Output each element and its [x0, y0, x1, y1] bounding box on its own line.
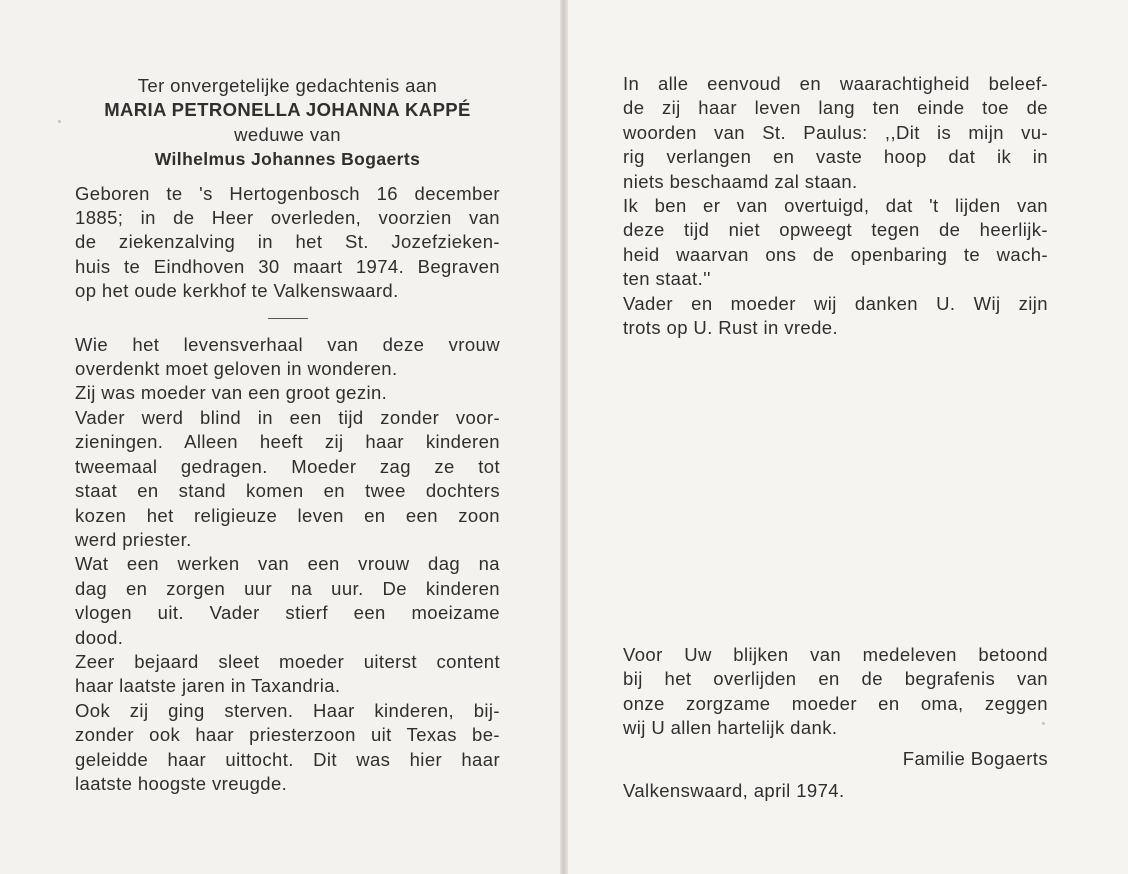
quote-line: deze tijd niet opweegt tegen de heerlijk- — [623, 219, 1048, 241]
quote-line: Vader en moeder wij danken U. Wij zijn — [623, 292, 1048, 314]
thanks-paragraph — [623, 643, 1048, 803]
story-line: dag en zorgen uur na uur. De kinderen — [75, 577, 500, 599]
paper-speck — [1042, 722, 1045, 725]
story-line: Wat een werken van een vrouw dag na — [75, 553, 500, 575]
birth-line: op het oude kerkhof te Valkenswaard. — [75, 280, 399, 302]
story-line: Zeer bejaard sleet moeder uiterst content — [75, 650, 500, 672]
story-line: Wie het levensverhaal van deze vrouw — [75, 333, 500, 355]
story-line: zieningen. Alleen heeft zij haar kinderen — [75, 431, 500, 453]
thanks-line: Voor Uw blijken van medeleven betoond — [623, 644, 1048, 665]
thanks-line: bij het overlijden en de begrafenis van — [623, 668, 1048, 690]
quote-line: rig verlangen en vaste hoop dat ik in — [623, 146, 1048, 168]
quote-line: Ik ben er van overtuigd, dat 't lijden van — [623, 195, 1048, 217]
story-line: vlogen uit. Vader stierf een moeizame — [75, 602, 500, 624]
story-line: Zij was moeder van een groot gezin. — [75, 382, 388, 404]
left-column — [75, 74, 500, 796]
paper-speck — [58, 120, 61, 123]
story-line: werd priester. — [75, 528, 192, 550]
spouse-name: Wilhelmus Johannes Bogaerts — [154, 149, 421, 170]
story-line: tweemaal gedragen. Moeder zag ze tot — [75, 455, 500, 477]
birth-line: de ziekenzalving in het St. Jozefzieken- — [75, 231, 500, 253]
quote-line: ten staat.'' — [623, 268, 711, 290]
birth-line: Geboren te 's Hertogenbosch 16 december — [75, 182, 500, 204]
story-line: kozen het religieuze leven en een zoon — [75, 504, 500, 526]
birth-line: 1885; in de Heer overleden, voorzien van — [75, 207, 500, 229]
story-line: geleidde haar uittocht. Dit was hier haar — [75, 748, 500, 770]
story-paragraph — [75, 333, 500, 797]
quote-line: trots op U. Rust in vrede. — [623, 317, 839, 339]
card-fold — [560, 0, 568, 874]
deceased-name: MARIA PETRONELLA JOHANNA KAPPÉ — [104, 99, 471, 121]
place-date: Valkenswaard, april 1974. — [623, 780, 845, 802]
memorial-header — [75, 74, 500, 172]
story-line: staat en stand komen en twee dochters — [75, 480, 500, 502]
quote-line: niets beschaamd zal staan. — [623, 170, 858, 192]
story-line: zonder ook haar priesterzoon uit Texas be- — [75, 724, 500, 746]
dedication-line: Ter onvergetelijke gedachtenis aan — [137, 75, 438, 96]
widow-of-line: weduwe van — [234, 123, 341, 145]
story-line: haar laatste jaren in Taxandria. — [75, 675, 341, 697]
right-column — [623, 72, 1048, 340]
story-line: Vader werd blind in een tijd zonder voor- — [75, 406, 500, 428]
thanks-line: onze zorgzame moeder en oma, zeggen — [623, 692, 1048, 714]
quote-line: de zij haar leven lang ten einde toe de — [623, 97, 1048, 119]
story-line: overdenkt moet geloven in wonderen. — [75, 358, 398, 380]
story-line: laatste hoogste vreugde. — [75, 772, 288, 794]
story-line: dood. — [75, 626, 124, 648]
birth-line: huis te Eindhoven 30 maart 1974. Begraven — [75, 255, 500, 277]
family-signature: Familie Bogaerts — [902, 747, 1048, 769]
quote-line: In alle eenvoud en waarachtigheid beleef- — [623, 73, 1048, 94]
quote-line: heid waarvan ons de openbaring te wach- — [623, 243, 1048, 265]
birth-paragraph — [75, 182, 500, 304]
section-divider — [268, 318, 308, 319]
thanks-line: wij U allen hartelijk dank. — [623, 717, 838, 739]
quote-line: woorden van St. Paulus: ,,Dit is mijn vu- — [623, 121, 1048, 143]
story-line: Ook zij ging sterven. Haar kinderen, bij- — [75, 699, 500, 721]
